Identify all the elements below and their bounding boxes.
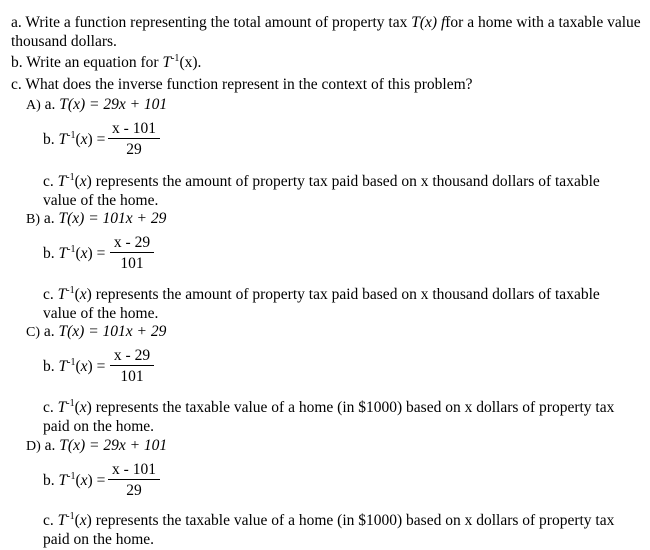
- choice-c-row-c: c. $T^{-1}(x)$ represents the taxable value of a home (in $1000) based on x dollars of property tax: [43, 398, 615, 416]
- choice-b-denominator: 101: [120, 255, 144, 272]
- choice-c-denominator: 101: [120, 368, 144, 385]
- choice-d-row-b: b. $T^{-1}(x)$ =: [43, 471, 106, 489]
- choice-b-part-a-label: a.: [43, 210, 55, 227]
- choice-letter-a: A): [26, 98, 41, 113]
- choice-d-part-a-label: a.: [44, 437, 56, 454]
- choice-a-row-b: b. $T^{-1}(x)$ =: [43, 130, 106, 148]
- choice-d-row-a[interactable]: [26, 437, 167, 456]
- choice-b-row-b: b. $T^{-1}(x)$ =: [43, 244, 106, 262]
- choice-a-meaning: represents the amount of property tax paid based on x thousand dollars of taxable: [95, 173, 600, 190]
- choice-d-fraction: [108, 461, 160, 499]
- choice-c-fraction: [110, 347, 154, 385]
- choice-d-denominator: 29: [126, 482, 142, 499]
- choice-a-denominator: 29: [126, 141, 142, 158]
- part-b-T: T: [162, 54, 172, 71]
- part-b-text: b. Write an equation for: [11, 54, 159, 71]
- choice-d-meaning-line2: paid on the home.: [43, 531, 155, 548]
- part-b-arg: (x).: [179, 54, 202, 71]
- choice-b-meaning-line2: value of the home.: [43, 305, 159, 322]
- choice-c-row-a[interactable]: [26, 323, 166, 342]
- choice-a-part-b-label: b.: [43, 131, 55, 148]
- choice-c-function: T(x) = 101x + 29: [58, 323, 167, 340]
- choice-b-function: T(x) = 101x + 29: [58, 210, 167, 227]
- question-part-a: a. Write a function representing the total amount of property tax T(x) ffor a home with a taxable value: [11, 14, 641, 31]
- part-a-continuation: for a home with a taxable value: [445, 14, 641, 31]
- choice-d-row-c: c. $T^{-1}(x)$ represents the taxable value of a home (in $1000) based on x dollars of property tax: [43, 511, 615, 529]
- choice-b-numerator: x - 29: [113, 234, 151, 251]
- choice-letter-d: D): [26, 439, 41, 454]
- part-a-text: a. Write a function representing the total amount of property tax: [11, 14, 408, 31]
- choice-a-part-a-label: a.: [44, 96, 56, 113]
- choice-c-numerator: x - 29: [113, 347, 151, 364]
- choice-d-part-b-label: b.: [43, 472, 55, 489]
- choice-c-part-c-label: c.: [43, 399, 54, 416]
- choice-d-meaning: represents the taxable value of a home (in $1000) based on x dollars of property tax: [95, 512, 615, 529]
- choice-a-function: T(x) = 29x + 101: [59, 96, 168, 113]
- choice-b-meaning: represents the amount of property tax paid based on x thousand dollars of taxable: [95, 286, 600, 303]
- choice-a-meaning-line2: value of the home.: [43, 192, 159, 209]
- choice-c-meaning: represents the taxable value of a home (in $1000) based on x dollars of property tax: [95, 399, 615, 416]
- choice-d-numerator: x - 101: [112, 461, 156, 478]
- choice-c-part-a-label: a.: [43, 323, 55, 340]
- choice-c-part-b-label: b.: [43, 358, 55, 375]
- part-a-function: T(x): [411, 14, 438, 31]
- question-part-c: c. What does the inverse function represent in the context of this problem?: [11, 76, 473, 93]
- choice-c-meaning-line2: paid on the home.: [43, 418, 155, 435]
- choice-b-part-c-label: c.: [43, 286, 54, 303]
- choice-a-fraction: [108, 120, 160, 158]
- part-b-sup: -1: [171, 53, 180, 64]
- choice-b-row-c: c. $T^{-1}(x)$ represents the amount of property tax paid based on x thousand dollars of taxable: [43, 285, 600, 303]
- choice-letter-c: C): [26, 325, 40, 340]
- choice-a-part-c-label: c.: [43, 173, 54, 190]
- choice-a-numerator: x - 101: [112, 120, 156, 137]
- choice-c-row-b: b. $T^{-1}(x)$ =: [43, 357, 106, 375]
- choice-b-row-a[interactable]: [26, 210, 166, 229]
- choice-d-function: T(x) = 29x + 101: [59, 437, 168, 454]
- choice-a-row-c: c. $T^{-1}(x)$ represents the amount of property tax paid based on x thousand dollars of taxable: [43, 172, 600, 190]
- question-part-a-line2: thousand dollars.: [11, 33, 117, 50]
- choice-b-fraction: [110, 234, 154, 272]
- choice-d-part-c-label: c.: [43, 512, 54, 529]
- question-part-b: [11, 54, 201, 74]
- choice-letter-b: B): [26, 212, 40, 227]
- choice-b-part-b-label: b.: [43, 245, 55, 262]
- choice-a-row-a[interactable]: [26, 96, 167, 115]
